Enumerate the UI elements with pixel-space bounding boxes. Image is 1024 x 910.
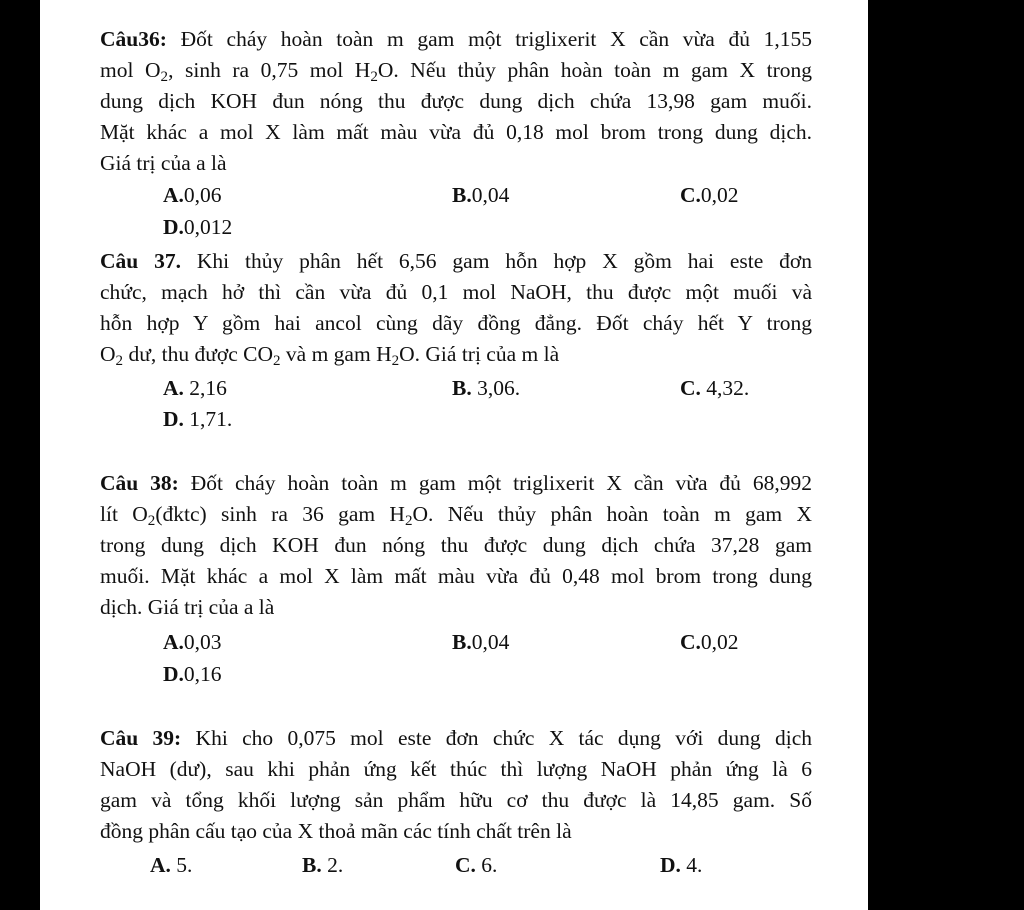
document-page [40, 0, 868, 910]
q39-line-1: Câu 39: Khi cho 0,075 mol este đơn chức X tác dụng với dung dịch [100, 726, 812, 750]
q37-line-1: Câu 37. Khi thủy phân hết 6,56 gam hỗn hợp X gồm hai este đơn [100, 249, 813, 273]
q38-label: Câu 38: [100, 471, 179, 495]
q39-line-4: đồng phân cấu tạo của X thoả mãn các tính chất trên là [100, 819, 572, 843]
q37-option-c: C. 4,32. [680, 376, 750, 400]
question-36 [100, 24, 812, 179]
question-39 [100, 723, 812, 847]
q36-option-c: C.0,02 [680, 183, 739, 207]
q36-option-b: B.0,04 [452, 183, 510, 207]
q37-label: Câu 37. [100, 249, 181, 273]
q37-line-4: $O_2$ dư, thu được $CO_2$ và m gam $H_2O$. Giá trị của m là [100, 342, 560, 369]
q39-option-a: A. 5. [150, 853, 193, 877]
q37-line-3: hỗn hợp Y gồm hai ancol cùng dãy đồng đẳng. Đốt cháy hết Y trong [100, 311, 812, 335]
q37-option-d: D. 1,71. [163, 407, 233, 431]
q36-line-5: Giá trị của a là [100, 151, 227, 175]
q38-line-2: lít $O_2(đktc)$ sinh ra 36 gam $H_2O$. Nếu thủy phân hoàn toàn m gam X [100, 502, 813, 529]
q36-option-d: D.0,012 [163, 215, 233, 239]
question-37 [100, 246, 812, 370]
question-38 [100, 468, 812, 623]
q37-line-2: chức, mạch hở thì cần vừa đủ 0,1 mol NaOH, thu được một muối và [100, 280, 812, 304]
q36-line-2: mol $O_2$, sinh ra 0,75 mol $H_2O$. Nếu thủy phân hoàn toàn m gam X trong [100, 58, 812, 85]
q36-option-a: A.0,06 [163, 183, 222, 207]
q38-line-4: muối. Mặt khác a mol X làm mất màu vừa đủ 0,48 mol brom trong dung [100, 564, 812, 588]
q39-label: Câu 39: [100, 726, 182, 750]
q38-line-3: trong dung dịch KOH đun nóng thu được dung dịch chứa 37,28 gam [100, 533, 812, 557]
q36-label: Câu36: [100, 27, 167, 51]
q36-line-1: Câu36: Đốt cháy hoàn toàn m gam một triglixerit X cần vừa đủ 1,155 [100, 27, 812, 51]
q39-option-d: D. 4. [660, 853, 703, 877]
q39-line-3: gam và tổng khối lượng sản phẩm hữu cơ thu được là 14,85 gam. Số [100, 788, 812, 812]
q38-option-a: A.0,03 [163, 630, 222, 654]
q36-line-4: Mặt khác a mol X làm mất màu vừa đủ 0,18 mol brom trong dung dịch. [100, 120, 812, 144]
q36-line-3: dung dịch KOH đun nóng thu được dung dịch chứa 13,98 gam muối. [100, 89, 812, 113]
q37-option-a: A. 2,16 [163, 376, 227, 400]
q37-option-b: B. 3,06. [452, 376, 521, 400]
q38-option-b: B.0,04 [452, 630, 510, 654]
q38-option-c: C.0,02 [680, 630, 739, 654]
q39-line-2: NaOH (dư), sau khi phản ứng kết thúc thì lượng NaOH phản ứng là 6 [100, 757, 812, 781]
q39-option-c: C. 6. [455, 853, 498, 877]
q38-option-d: D.0,16 [163, 662, 222, 686]
q39-option-b: B. 2. [302, 853, 344, 877]
q38-line-5: dịch. Giá trị của a là [100, 595, 275, 619]
q38-line-1: Câu 38: Đốt cháy hoàn toàn m gam một triglixerit X cần vừa đủ 68,992 [100, 471, 812, 495]
